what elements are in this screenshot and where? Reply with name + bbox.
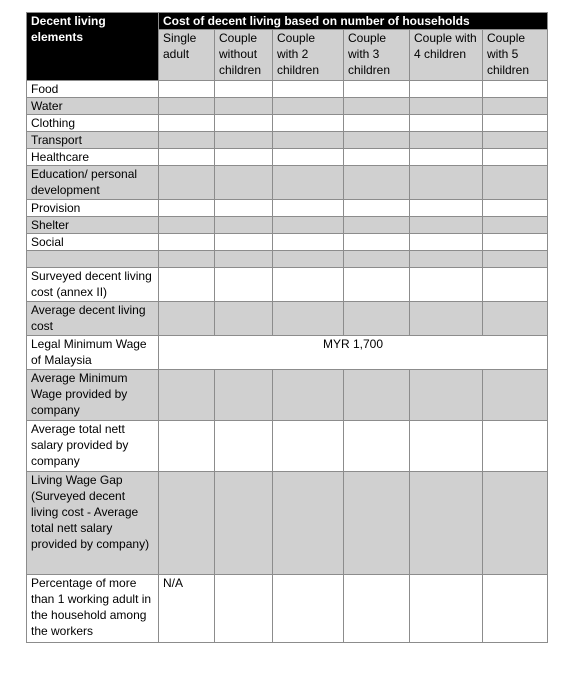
table-cell xyxy=(483,234,548,251)
table-cell xyxy=(159,200,215,217)
table-cell xyxy=(344,81,410,98)
row-label: Transport xyxy=(27,132,159,149)
table-cell xyxy=(410,251,483,268)
row-label: Education/ personal development xyxy=(27,166,159,200)
table-cell xyxy=(159,217,215,234)
table-row xyxy=(27,234,548,251)
table-cell xyxy=(344,217,410,234)
table-cell xyxy=(273,575,344,643)
table-row xyxy=(27,81,548,98)
table-cell xyxy=(215,472,273,575)
table-cell xyxy=(410,115,483,132)
table-cell xyxy=(483,149,548,166)
table-cell xyxy=(159,472,215,575)
table-cell xyxy=(159,234,215,251)
table-cell xyxy=(273,370,344,421)
table-cell xyxy=(410,200,483,217)
table-cell xyxy=(273,268,344,302)
table-cell xyxy=(344,575,410,643)
table-row xyxy=(27,149,548,166)
table-row xyxy=(27,268,548,302)
table-cell xyxy=(410,132,483,149)
table-cell xyxy=(215,268,273,302)
table-cell xyxy=(215,166,273,200)
table-cell xyxy=(344,132,410,149)
table-cell xyxy=(344,268,410,302)
table-row xyxy=(27,217,548,234)
table-cell xyxy=(483,251,548,268)
row-label: Average decent living cost xyxy=(27,302,159,336)
table-cell xyxy=(159,149,215,166)
table-cell xyxy=(215,115,273,132)
table-cell xyxy=(273,234,344,251)
header-cost-label: Cost of decent living based on number of households xyxy=(159,13,548,30)
table-row xyxy=(27,251,548,268)
table-cell xyxy=(344,200,410,217)
header-row xyxy=(27,13,548,30)
table-row xyxy=(27,132,548,149)
table-cell xyxy=(273,217,344,234)
row-label: Provision xyxy=(27,200,159,217)
row-label: Average Minimum Wage provided by company xyxy=(27,370,159,421)
table-cell xyxy=(159,370,215,421)
table-cell xyxy=(410,149,483,166)
table-cell xyxy=(273,302,344,336)
table-cell xyxy=(215,234,273,251)
table-cell xyxy=(344,115,410,132)
row-label: Food xyxy=(27,81,159,98)
table-cell xyxy=(273,81,344,98)
column-header: Couple without children xyxy=(215,30,273,81)
table-cell xyxy=(273,98,344,115)
table-row xyxy=(27,115,548,132)
column-header: Couple with 4 children xyxy=(410,30,483,81)
table-cell xyxy=(344,421,410,472)
table-cell xyxy=(410,268,483,302)
table-cell xyxy=(273,251,344,268)
table-cell xyxy=(410,302,483,336)
column-header: Couple with 2 children xyxy=(273,30,344,81)
table-cell xyxy=(159,251,215,268)
table-cell xyxy=(215,302,273,336)
table-cell xyxy=(483,81,548,98)
table-cell xyxy=(273,166,344,200)
table-cell xyxy=(483,166,548,200)
row-label: Living Wage Gap (Surveyed decent living cost - Average total nett salary provided by company) xyxy=(27,472,159,575)
table-cell xyxy=(344,302,410,336)
table-cell xyxy=(215,251,273,268)
table-row xyxy=(27,575,548,643)
table-cell xyxy=(215,370,273,421)
table-cell xyxy=(410,575,483,643)
table-row xyxy=(27,370,548,421)
table-cell xyxy=(215,421,273,472)
table-row xyxy=(27,200,548,217)
table-cell xyxy=(159,115,215,132)
table-cell xyxy=(273,472,344,575)
min-wage-value: MYR 1,700 xyxy=(159,336,548,370)
table-cell xyxy=(159,98,215,115)
row-label: Average total nett salary provided by company xyxy=(27,421,159,472)
table-cell xyxy=(215,217,273,234)
table-cell xyxy=(410,98,483,115)
table-cell xyxy=(410,234,483,251)
table-cell xyxy=(483,115,548,132)
table-cell xyxy=(410,217,483,234)
table-cell xyxy=(344,472,410,575)
table-cell xyxy=(215,575,273,643)
table-cell xyxy=(273,200,344,217)
row-label: Social xyxy=(27,234,159,251)
table-cell xyxy=(344,234,410,251)
table-row xyxy=(27,166,548,200)
table-row xyxy=(27,472,548,575)
row-label: Legal Minimum Wage of Malaysia xyxy=(27,336,159,370)
table-cell: N/A xyxy=(159,575,215,643)
table-cell xyxy=(344,149,410,166)
decent-living-cost-table xyxy=(26,12,548,643)
table-cell xyxy=(410,166,483,200)
header-elements-label: Decent living elements xyxy=(27,13,159,81)
table-cell xyxy=(483,575,548,643)
table-cell xyxy=(159,166,215,200)
table-cell xyxy=(344,98,410,115)
min-wage-row xyxy=(27,336,548,370)
table-cell xyxy=(215,132,273,149)
table-cell xyxy=(159,268,215,302)
table-row xyxy=(27,302,548,336)
table-cell xyxy=(273,421,344,472)
row-label: Surveyed decent living cost (annex II) xyxy=(27,268,159,302)
row-label: Water xyxy=(27,98,159,115)
row-label: Healthcare xyxy=(27,149,159,166)
table-cell xyxy=(159,421,215,472)
table-cell xyxy=(159,132,215,149)
column-header: Couple with 3 children xyxy=(344,30,410,81)
row-label: Clothing xyxy=(27,115,159,132)
table-cell xyxy=(344,251,410,268)
table-cell xyxy=(483,370,548,421)
table-cell xyxy=(273,149,344,166)
table-cell xyxy=(483,200,548,217)
column-header: Couple with 5 children xyxy=(483,30,548,81)
table-cell xyxy=(215,98,273,115)
table-cell xyxy=(273,132,344,149)
table-cell xyxy=(483,132,548,149)
table-cell xyxy=(215,149,273,166)
table-cell xyxy=(483,472,548,575)
table-cell xyxy=(215,200,273,217)
table-cell xyxy=(483,98,548,115)
table-row xyxy=(27,98,548,115)
table-cell xyxy=(410,81,483,98)
column-header: Single adult xyxy=(159,30,215,81)
row-label: Shelter xyxy=(27,217,159,234)
table-cell xyxy=(344,370,410,421)
table-cell xyxy=(483,302,548,336)
table-cell xyxy=(159,81,215,98)
table-cell xyxy=(215,81,273,98)
table-cell xyxy=(410,421,483,472)
table-cell xyxy=(483,421,548,472)
table-cell xyxy=(483,217,548,234)
row-label: Percentage of more than 1 working adult in the household among the workers xyxy=(27,575,159,643)
table-cell xyxy=(483,268,548,302)
table-cell xyxy=(410,370,483,421)
table-row xyxy=(27,421,548,472)
table-cell xyxy=(159,302,215,336)
table-cell xyxy=(273,115,344,132)
table-cell xyxy=(344,166,410,200)
table-cell xyxy=(410,472,483,575)
row-label xyxy=(27,251,159,268)
